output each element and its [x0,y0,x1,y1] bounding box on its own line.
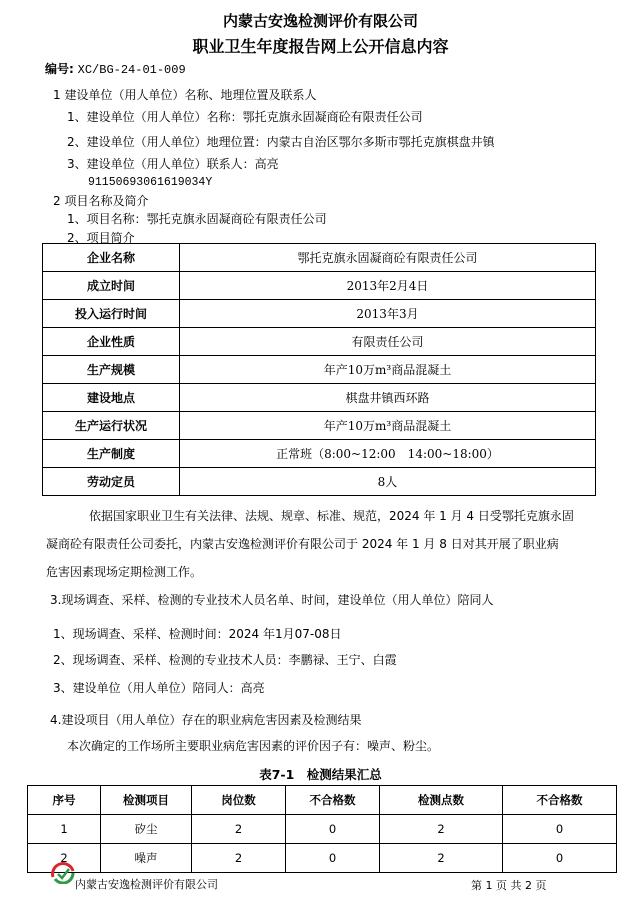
header-post-count: 岗位数 [192,786,286,815]
section1-item1: 1、建设单位（用人单位）名称：鄂托克旗永固凝商砼有限责任公司 [67,110,423,124]
cell-post-count: 2 [192,844,286,873]
table-row [43,272,596,300]
section3-item3: 3、建设单位（用人单位）陪同人：高亮 [53,681,265,695]
header-point-count: 检测点数 [380,786,503,815]
paragraph1-line3: 危害因素现场定期检测工作。 [46,565,203,579]
table-header-row [28,786,617,815]
row-value: 年产10万m³商品混凝土 [180,356,596,384]
header-unqualified-points: 不合格数 [503,786,617,815]
table-row [28,844,617,873]
section1-heading: 1 建设单位（用人单位）名称、地理位置及联系人 [53,88,317,102]
row-label: 生产制度 [43,440,180,468]
section2-item2: 2、项目简介 [67,231,135,245]
document-title: 职业卫生年度报告网上公开信息内容 [192,37,449,56]
table-row [28,815,617,844]
section3-item2: 2、现场调查、采样、检测的专业技术人员：李鹏禄、王宁、白霞 [53,653,397,667]
section2-heading: 2 项目名称及简介 [53,194,149,208]
cell-unqualified-posts: 0 [286,844,380,873]
cell-index: 2 [28,844,101,873]
row-value: 年产10万m³商品混凝土 [180,412,596,440]
row-label: 生产规模 [43,356,180,384]
header-unqualified-posts: 不合格数 [286,786,380,815]
results-table [27,785,617,873]
cell-point-count: 2 [380,815,503,844]
company-profile-table [42,243,596,496]
table-row [43,328,596,356]
footer-divider [27,872,617,873]
row-value: 棋盘井镇西环路 [180,384,596,412]
table-row [43,244,596,272]
cell-post-count: 2 [192,815,286,844]
table-row [43,412,596,440]
section1-item3: 3、建设单位（用人单位）联系人：高亮 [67,157,279,171]
section4-text: 本次确定的工作场所主要职业病危害因素的评价因子有：噪声、粉尘。 [67,739,440,753]
cell-unqualified-posts: 0 [286,815,380,844]
table-row [43,440,596,468]
page-indicator: 第 1 页 共 2 页 [471,879,547,892]
table-row [43,468,596,496]
paragraph1-line1: 依据国家职业卫生有关法律、法规、规章、标准、规范，2024 年 1 月 4 日受鄂托克旗永固 [89,509,574,523]
table-row [43,384,596,412]
row-label: 投入运行时间 [43,300,180,328]
row-value: 正常班（8:00~12:00 14:00~18:00） [180,440,596,468]
row-label: 企业性质 [43,328,180,356]
paragraph1-line2: 凝商砼有限责任公司委托，内蒙古安逸检测评价有限公司于 2024 年 1 月 8 日对其开展了职业病 [46,537,559,551]
section1-item2: 2、建设单位（用人单位）地理位置：内蒙古自治区鄂尔多斯市鄂托克旗棋盘井镇 [67,135,495,149]
row-value: 2013年3月 [180,300,596,328]
table-row [43,300,596,328]
row-label: 企业名称 [43,244,180,272]
company-logo [50,862,76,887]
results-table-caption: 表7-1 检测结果汇总 [259,767,382,782]
cell-index: 1 [28,815,101,844]
credit-code: 91150693061619034Y [88,176,213,189]
company-title: 内蒙古安逸检测评价有限公司 [222,12,418,30]
doc-no-label: 编号: [45,62,74,76]
section4-heading: 4.建设项目（用人单位）存在的职业病危害因素及检测结果 [50,713,362,727]
document-number [45,60,186,77]
row-label: 成立时间 [43,272,180,300]
cell-unqualified-points: 0 [503,815,617,844]
row-value: 鄂托克旗永固凝商砼有限责任公司 [180,244,596,272]
logo-icon [50,862,76,884]
row-label: 生产运行状况 [43,412,180,440]
cell-point-count: 2 [380,844,503,873]
row-label: 建设地点 [43,384,180,412]
cell-item: 矽尘 [101,815,192,844]
header-index: 序号 [28,786,101,815]
cell-unqualified-points: 0 [503,844,617,873]
table-row [43,356,596,384]
section3-item1: 1、现场调查、采样、检测时间：2024 年1月07-08日 [53,627,342,641]
footer-company: 内蒙古安逸检测评价有限公司 [75,878,218,891]
row-label: 劳动定员 [43,468,180,496]
cell-item: 噪声 [101,844,192,873]
row-value: 8人 [180,468,596,496]
section3-heading: 3.现场调查、采样、检测的专业技术人员名单、时间，建设单位（用人单位）陪同人 [50,593,494,607]
doc-no-value: XC/BG-24-01-009 [77,63,186,77]
row-value: 2013年2月4日 [180,272,596,300]
section2-item1: 1、项目名称：鄂托克旗永固凝商砼有限责任公司 [67,212,327,226]
row-value: 有限责任公司 [180,328,596,356]
header-item: 检测项目 [101,786,192,815]
